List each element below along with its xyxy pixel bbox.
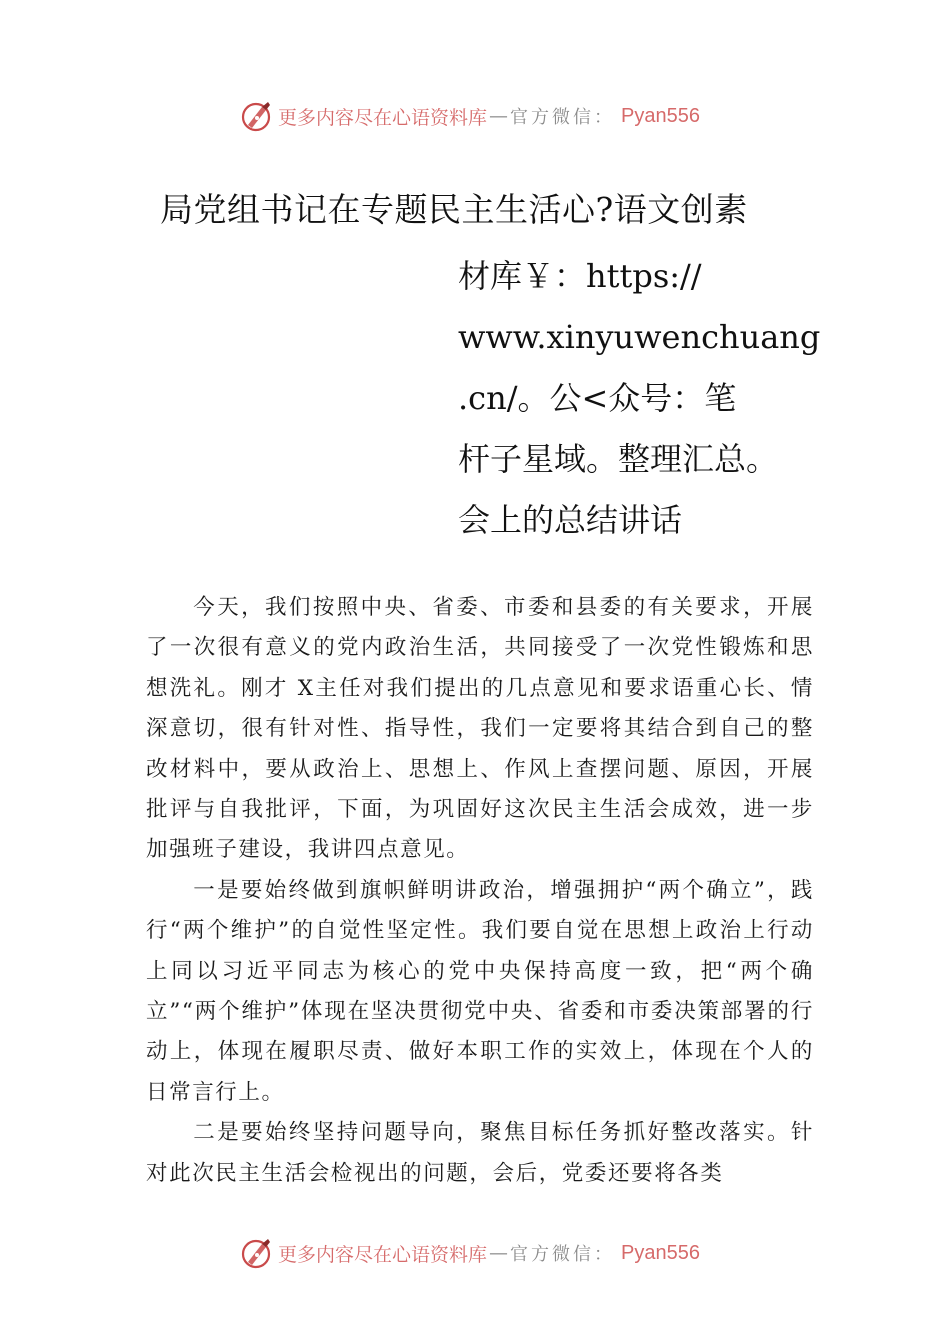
banner-label: 官方微信： — [510, 107, 616, 128]
banner-main-text: 更多内容尽在心语资料库 — [278, 106, 488, 129]
document-title-line-6: 会上的总结讲话 — [458, 501, 683, 539]
header-banner — [238, 96, 700, 136]
banner-dash: — — [489, 105, 509, 127]
document-title-line-5: 杆子星域。整理汇总。 — [458, 440, 779, 478]
document-title-line-3: www.xinyuwenchuang — [458, 318, 821, 356]
document-body — [146, 588, 814, 1194]
banner-wechat-id: Pyan556 — [621, 104, 700, 127]
banner-main-text: 更多内容尽在心语资料库 — [278, 1243, 488, 1266]
body-paragraph: 二是要始终坚持问题导向，聚焦目标任务抓好整改落实。针对此次民主生活会检视出的问题，会后，党委还要将各类 — [146, 1120, 814, 1186]
document-title-line-1: 局党组书记在专题民主生活心?语文创素 — [160, 190, 748, 229]
document-title-line-2: 材库￥：https:// — [458, 257, 702, 295]
footer-banner — [238, 1233, 700, 1273]
body-paragraph: 一是要始终做到旗帜鲜明讲政治，增强拥护“两个确立”，践行“两个维护”的自觉性坚定性。我们要自觉在思想上政治上行动上同以习近平同志为核心的党中央保持高度一致，把“两个确立”“两个维护”体现在坚决贯彻党中央、省委和市委决策部署的行动上，体现在履职尽责、做好本职工作的实效上，体现在个人的日常言行上。 — [146, 877, 814, 1105]
banner-wechat-id: Pyan556 — [621, 1241, 700, 1264]
pen-nib-logo-icon — [238, 1235, 274, 1271]
banner-dash: — — [489, 1242, 509, 1264]
document-title-line-4: .cn/。公<众号：笔 — [458, 379, 737, 417]
banner-label: 官方微信： — [510, 1244, 616, 1265]
document-title-continuation — [458, 246, 878, 551]
body-paragraph: 今天，我们按照中央、省委、市委和县委的有关要求，开展了一次很有意义的党内政治生活，共同接受了一次党性锻炼和思想洗礼。刚才 X主任对我们提出的几点意见和要求语重心长、情深意切，很有针对性、指导性，我们一定要将其结合到自己的整改材料中，要从政治上、思想上、作风上查摆问题、原因，开展批评与自我批评，下面，为巩固好这次民主生活会成效，进一步加强班子建设，我讲四点意见。 — [146, 595, 814, 863]
pen-nib-logo-icon — [238, 98, 274, 134]
